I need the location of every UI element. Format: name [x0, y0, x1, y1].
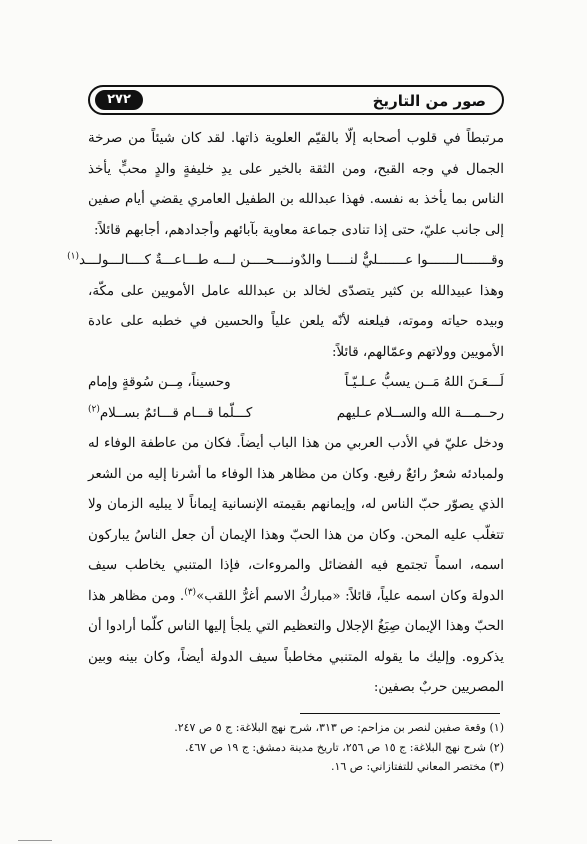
footnote-3: (٣) مختصر المعاني للتفتازاني: ص ١٦. — [330, 760, 504, 773]
paragraph-3-tail: . ومن مظاهر هذا الحبّ وهذا الإيمان صِيَغُ الإجلال والتعظيم التي يلجأ إليها الناس كلّما أرادوا أن يذكروه. وإليك ما يقوله المتنبي مخاطباً سيف الدولة أيضاً، وكان بينه وبين المصريين حربٌ بصفين: — [88, 588, 504, 695]
page-edge-mark — [18, 840, 52, 841]
running-header — [88, 85, 504, 115]
footnote-divider — [300, 713, 500, 714]
paragraph-3 — [88, 429, 504, 704]
verse-2-second-hemistich: وحسيناً، مِــن سُوقةٍ وإمام — [88, 375, 231, 390]
footnote-ref-3[interactable]: (٣) — [184, 587, 197, 598]
main-text — [67, 124, 504, 704]
paragraph-3-text: ودخل عليّ في الأدب العربي من هذا الباب أيضاً. فكان من عاطفة الوفاء له ولمبادئه شعرٌ رائعٌ رفيع. وكان من مظاهر هذا الوفاء ما أشرنا إليه من الشعر الذي يصوّر حبّ الناس له، وإيمانهم بقيمته الإنسانية إيماناً لا يبليه الزمان ولا تتغلّب عليه المحن. وكان من هذا الحبّ وهذا الإيمان أن جعل الناسُ يباركون اسمه، اسماً تجتمع فيه الفضائل والمروءات، فإذا المتنبي يخاطب سيف الدولة وكان اسمه علياً، قائلاً: «مباركُ الاسم أغرُّ اللقب» — [88, 436, 504, 604]
header-title: صور من التاريخ — [372, 92, 486, 110]
footnote-1: (١) وقعة صفين لنصر بن مزاحم: ص ٣١٣، شرح نهج البلاغة: ج ٥ ص ٢٤٧. — [174, 721, 504, 734]
verse-1-second-hemistich: ونــــحــــن لـــه طـــاعـــةٌ كــــالـــولـــد — [79, 253, 301, 268]
verse-3-first-hemistich: رحــمـــة الله والســلام عـليهم — [336, 405, 504, 421]
page-number: ٢٧٢ — [95, 90, 143, 110]
verse-1-first-hemistich: وقـــــــالـــــــوا عـــــــليٌّ لنـــــا والدٌ — [300, 253, 504, 268]
paragraph-2: وهذا عبيدالله بن كثير يتصدّى لخالد بن عبدالله عامل الأمويين على مكّة، وبيده حياته وموته، فيلعنه لأنّه يلعن علياً والحسين في خطبه على عادة الأمويين وولاتهم وعمّالهم، قائلاً: — [88, 283, 504, 360]
verse-1 — [67, 246, 504, 277]
footnotes — [88, 718, 504, 777]
verse-3 — [88, 399, 504, 430]
verse-2-first-hemistich: لَـــعَـنَ اللهُ مَــن يسبُّ عـلـيّـاً — [344, 375, 504, 390]
paragraph-1: مرتبطاً في قلوب أصحابه إلّا بالقيّم العلوية ذاتها. لقد كان شيئاً من صرخة الجمال في وجه القبح، ومن الثقة بالخير على يدِ خليفةٍ والدٍ محبٍّ يأخذ الناس بما يأخذ به نفسه. فهذا عبدالله بن الطفيل العامري يقضي أيام صفين إلى جانب عليّ، حتى إذا تنادى جماعة معاوية بآبائهم وأجدادهم، أجابهم قائلاً: — [88, 131, 504, 238]
footnote-2: (٢) شرح نهج البلاغة: ج ١٥ ص ٢٥٦، تاريخ مدينة دمشق: ج ١٩ ص ٤٦٧. — [184, 740, 504, 754]
footnote-ref-2[interactable]: (٢) — [88, 404, 100, 415]
footnote-ref-1[interactable]: (١) — [67, 251, 80, 262]
verse-2 — [88, 368, 504, 399]
verse-3-second-hemistich: كـــلّما قـــام قـــائمٌ بســلام — [99, 405, 253, 421]
